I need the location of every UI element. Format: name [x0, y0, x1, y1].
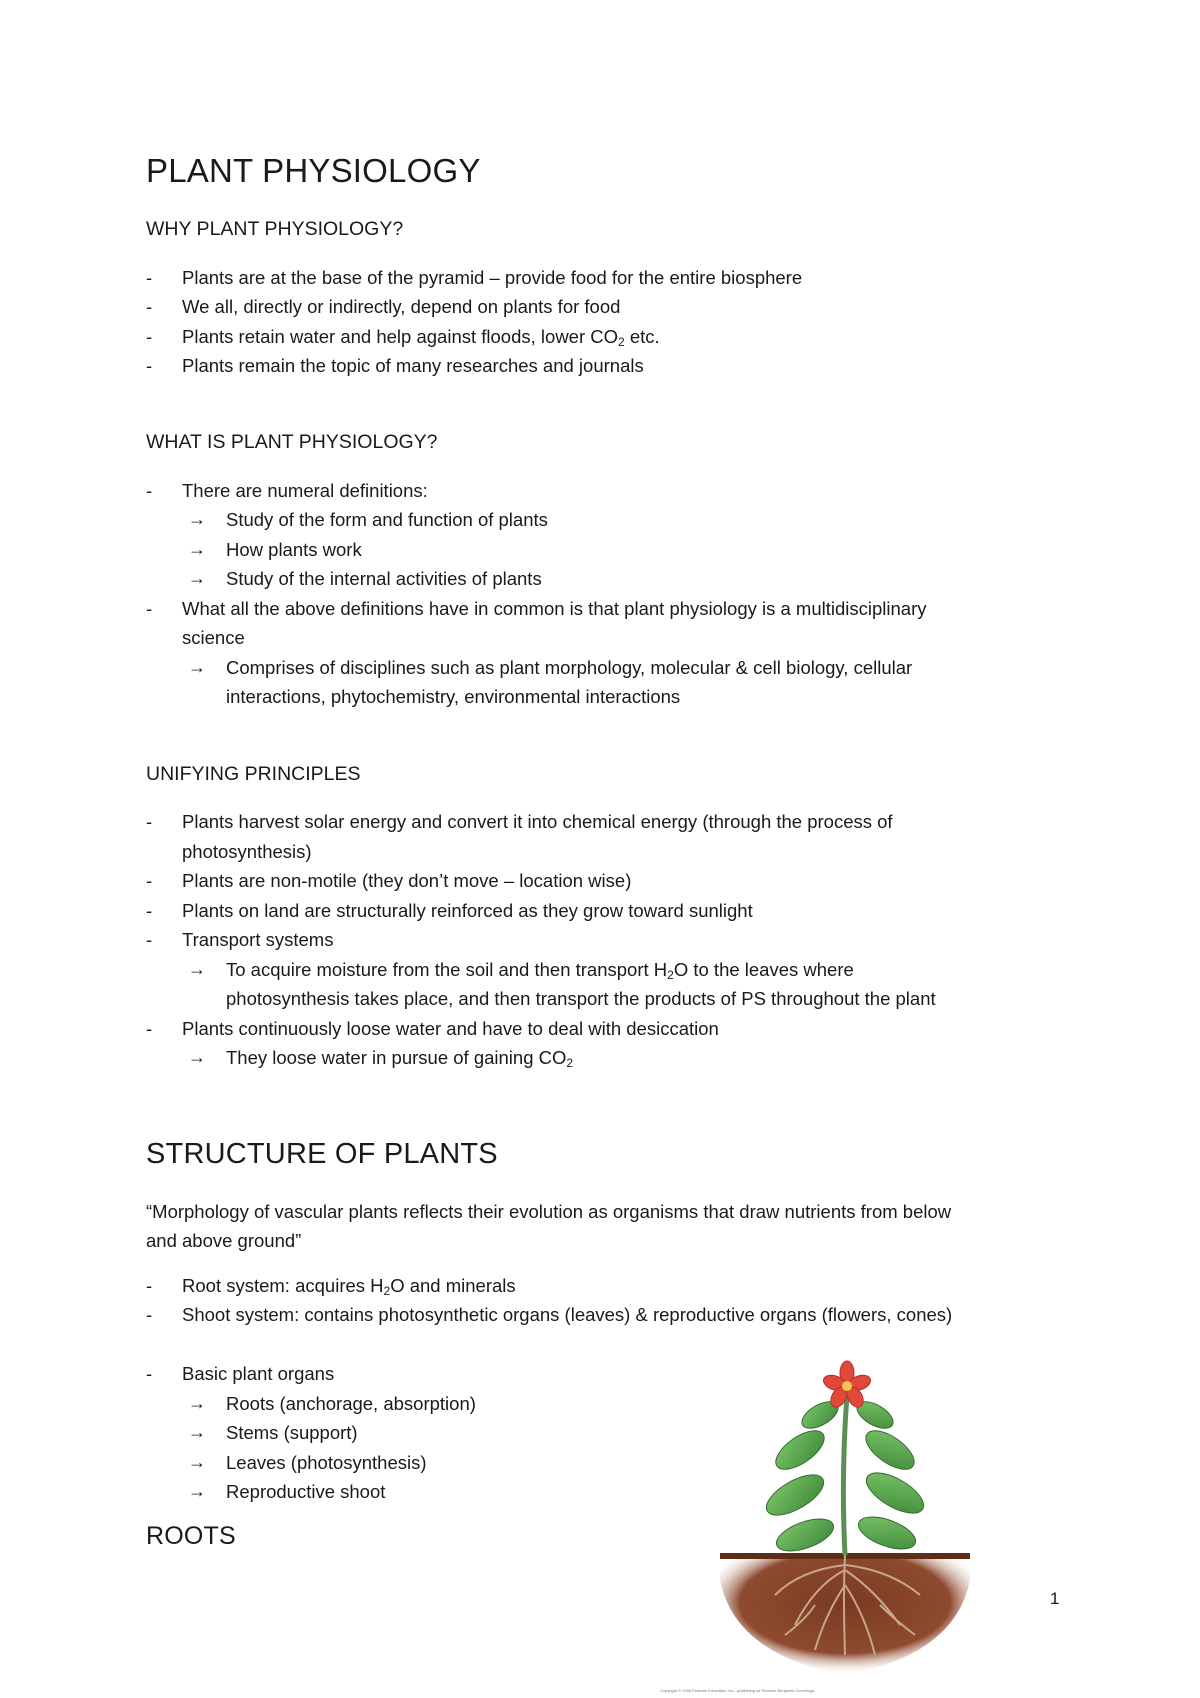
page-number: 1 [1050, 1589, 1060, 1608]
quote-line-1: “Morphology of vascular plants reflects their evolution as organisms that draw nutrients from below [146, 1201, 952, 1222]
quote-line-2: and above ground” [146, 1230, 302, 1251]
section-title-structure: STRUCTURE OF PLANTS [146, 1138, 498, 1170]
page-title: PLANT PHYSIOLOGY [146, 152, 481, 189]
section-heading-unifying: UNIFYING PRINCIPLES [146, 763, 361, 785]
section-heading-why: WHY PLANT PHYSIOLOGY? [146, 218, 404, 240]
section-title-roots: ROOTS [146, 1522, 236, 1550]
stem [843, 1395, 847, 1555]
figure-caption: Copyright © 2008 Pearson Education, Inc., publishing as Pearson Benjamin Cummings. [660, 1688, 816, 1693]
section-heading-what: WHAT IS PLANT PHYSIOLOGY? [146, 431, 438, 453]
plant-illustration [715, 1355, 975, 1675]
